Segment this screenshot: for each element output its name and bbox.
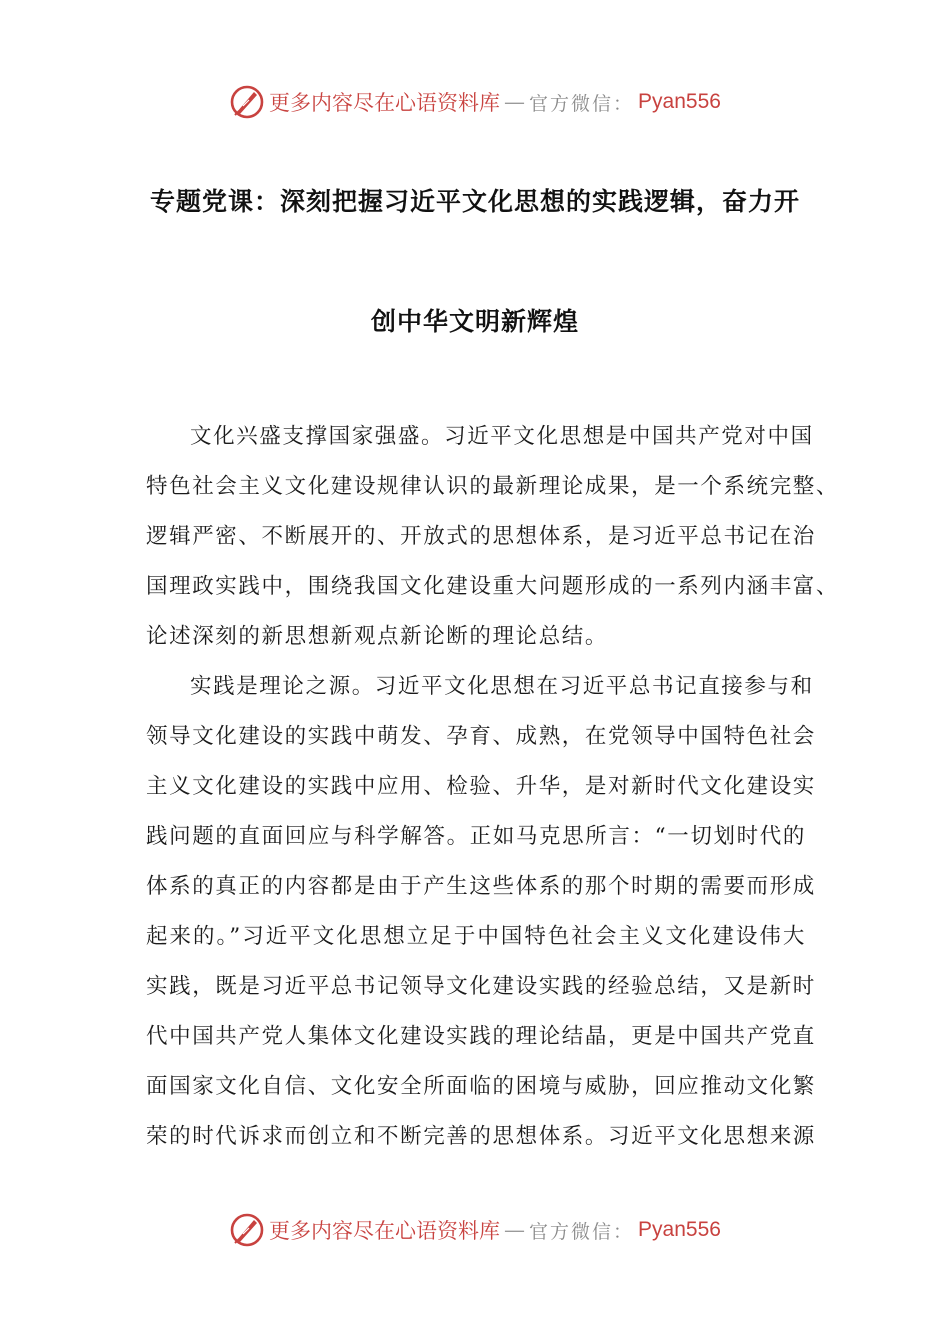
banner-separator: —	[504, 1218, 526, 1242]
body-line: 起来的。”习近平文化思想立足于中国特色社会主义文化建设伟大	[146, 924, 806, 949]
body-line: 践问题的直面回应与科学解答。正如马克思所言：“一切划时代的	[146, 824, 806, 849]
header-banner	[0, 82, 950, 122]
document-title-line-1: 专题党课：深刻把握习近平文化思想的实践逻辑，奋力开	[149, 187, 800, 216]
document-title-line-2: 创中华文明新辉煌	[370, 307, 579, 336]
banner-label: 官方微信：	[529, 92, 635, 115]
banner-label: 官方微信：	[529, 1220, 635, 1243]
banner-wechat-handle: Pyan556	[638, 1218, 721, 1241]
body-line: 代中国共产党人集体文化建设实践的理论结晶，更是中国共产党直	[146, 1024, 816, 1049]
body-line: 论述深刻的新思想新观点新论断的理论总结。	[146, 624, 609, 649]
body-line: 体系的真正的内容都是由于产生这些体系的那个时期的需要而形成	[146, 874, 816, 899]
body-line: 逻辑严密、不断展开的、开放式的思想体系，是习近平总书记在治	[146, 524, 816, 549]
document-body	[146, 412, 840, 1162]
banner-wechat-handle: Pyan556	[638, 90, 721, 113]
banner-brand-text: 更多内容尽在心语资料库	[269, 1219, 501, 1243]
body-line: 领导文化建设的实践中萌发、孕育、成熟，在党领导中国特色社会	[146, 724, 816, 749]
body-line: 主义文化建设的实践中应用、检验、升华，是对新时代文化建设实	[146, 774, 816, 799]
banner-brand-text: 更多内容尽在心语资料库	[269, 91, 501, 115]
body-line: 文化兴盛支撑国家强盛。习近平文化思想是中国共产党对中国	[190, 424, 814, 449]
quill-pen-logo-icon	[229, 1212, 265, 1248]
body-line: 国理政实践中，围绕我国文化建设重大问题形成的一系列内涵丰富、	[146, 574, 840, 599]
body-line: 实践，既是习近平总书记领导文化建设实践的经验总结，又是新时	[146, 974, 816, 999]
footer-banner	[0, 1210, 950, 1250]
body-line: 荣的时代诉求而创立和不断完善的思想体系。习近平文化思想来源	[146, 1124, 816, 1149]
quill-pen-logo-icon	[229, 84, 265, 120]
banner-separator: —	[504, 90, 526, 114]
body-line: 特色社会主义文化建设规律认识的最新理论成果，是一个系统完整、	[146, 474, 840, 499]
body-line: 面国家文化自信、文化安全所面临的困境与威胁，回应推动文化繁	[146, 1074, 816, 1099]
body-line: 实践是理论之源。习近平文化思想在习近平总书记直接参与和	[190, 674, 814, 699]
